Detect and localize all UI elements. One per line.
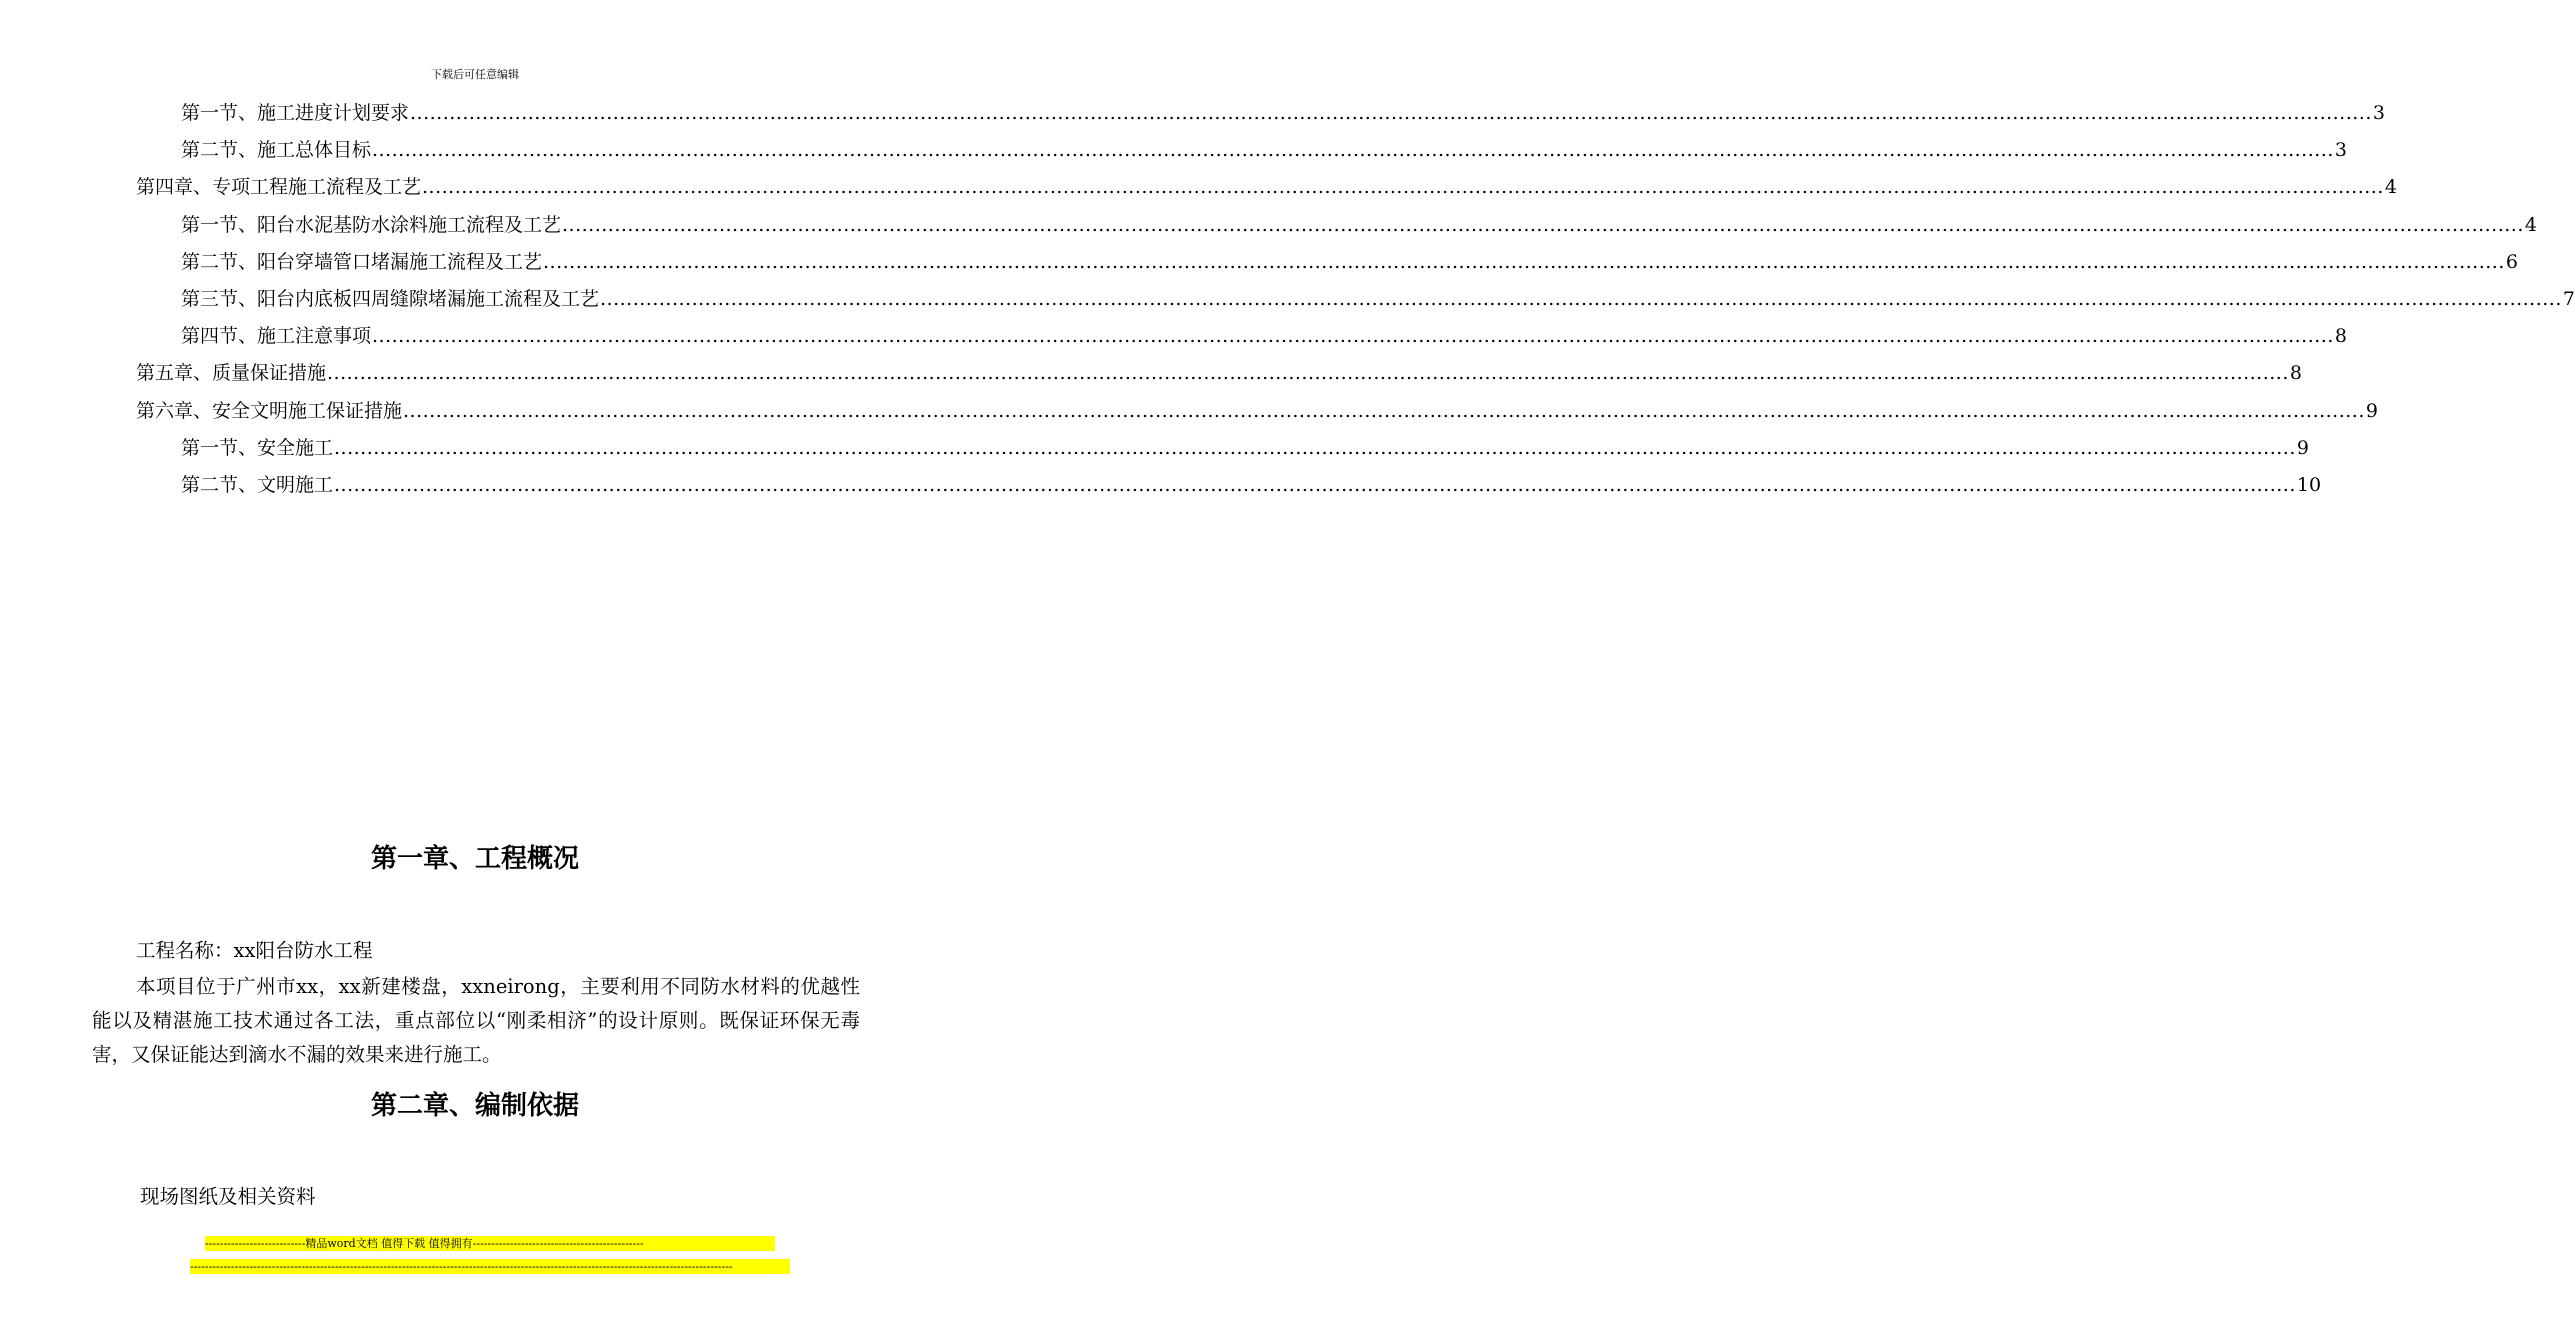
toc-entry-page: 8 bbox=[2334, 325, 2347, 348]
chapter-2-title: 第二章、编制依据 bbox=[370, 1091, 579, 1121]
toc-entry[interactable] bbox=[0, 172, 2397, 202]
toc-entry-label: 第三节、阳台内底板四周缝隙堵漏施工流程及工艺 bbox=[181, 288, 600, 310]
toc-entry-label: 第一节、安全施工 bbox=[181, 436, 334, 459]
toc-entry[interactable] bbox=[0, 247, 2518, 277]
toc-leader-dots: ............................................................................................................................................................................................................................................................................................................ bbox=[372, 325, 2334, 348]
toc-entry-page: 8 bbox=[2289, 362, 2302, 385]
toc-entry-label: 第二节、阳台穿墙管口堵漏施工流程及工艺 bbox=[181, 250, 543, 273]
toc-entry-label: 第一节、施工进度计划要求 bbox=[181, 102, 410, 124]
toc-entry-page: 3 bbox=[2334, 139, 2347, 162]
toc-entry-page: 9 bbox=[2296, 436, 2309, 459]
toc-entry[interactable] bbox=[0, 284, 2575, 314]
toc-leader-dots: ............................................................................................................................................................................................................................................................................................................ bbox=[327, 362, 2289, 385]
toc-leader-dots: ............................................................................................................................................................................................................................................................................................................ bbox=[372, 139, 2334, 162]
toc-leader-dots: ............................................................................................................................................................................................................................................................................................................ bbox=[562, 213, 2524, 236]
toc-entry[interactable] bbox=[0, 433, 2309, 463]
toc-leader-dots: ............................................................................................................................................................................................................................................................................................................ bbox=[422, 176, 2384, 199]
toc-leader-dots: ............................................................................................................................................................................................................................................................................................................ bbox=[543, 250, 2505, 273]
toc-leader-dots: ............................................................................................................................................................................................................................................................................................................ bbox=[410, 102, 2372, 124]
project-name: 工程名称：xx阳台防水工程 bbox=[136, 939, 373, 962]
toc-entry[interactable] bbox=[0, 470, 2322, 500]
toc-entry-page: 4 bbox=[2524, 213, 2537, 236]
toc-entry-page: 3 bbox=[2372, 102, 2385, 124]
toc-entry-label: 第五章、质量保证措施 bbox=[136, 362, 327, 385]
project-description: 本项目位于广州市xx，xx新建楼盘，xxneirong，主要利用不同防水材料的优越性能以及精湛施工技术通过各工法，重点部位以“刚柔相济”的设计原则。既保证环保无毒害，又保证能达到滴水不漏的效果来进行施工。 bbox=[92, 975, 860, 1066]
page-header-note: 下载后可任意编辑 bbox=[431, 68, 519, 81]
toc-leader-dots: ............................................................................................................................................................................................................................................................................................................ bbox=[403, 399, 2365, 422]
toc-entry[interactable] bbox=[0, 358, 2302, 388]
toc-entry[interactable] bbox=[0, 396, 2378, 426]
toc-entry-page: 10 bbox=[2296, 474, 2322, 496]
toc-entry[interactable] bbox=[0, 210, 2537, 240]
toc-entry[interactable] bbox=[0, 135, 2347, 165]
toc-entry-page: 9 bbox=[2365, 399, 2378, 422]
basis-content: 现场图纸及相关资料 bbox=[140, 1185, 316, 1208]
chapter-1-title: 第一章、工程概况 bbox=[370, 844, 579, 874]
toc-entry[interactable] bbox=[0, 98, 2385, 128]
toc-leader-dots: ............................................................................................................................................................................................................................................................................................................ bbox=[334, 436, 2296, 459]
toc-entry-label: 第六章、安全文明施工保证措施 bbox=[136, 399, 403, 422]
toc-leader-dots: ............................................................................................................................................................................................................................................................................................................ bbox=[334, 474, 2296, 496]
toc-entry-label: 第一节、阳台水泥基防水涂料施工流程及工艺 bbox=[181, 213, 562, 236]
toc-entry-label: 第四章、专项工程施工流程及工艺 bbox=[136, 176, 422, 199]
toc-entry-page: 4 bbox=[2384, 176, 2397, 199]
toc-entry-label: 第四节、施工注意事项 bbox=[181, 325, 372, 348]
toc-entry-label: 第二节、文明施工 bbox=[181, 474, 334, 496]
toc-leader-dots: ............................................................................................................................................................................................................................................................................................................ bbox=[600, 288, 2562, 310]
toc-entry[interactable] bbox=[0, 321, 2347, 351]
toc-entry-page: 7 bbox=[2562, 288, 2575, 310]
toc-entry-page: 6 bbox=[2505, 250, 2518, 273]
footer-line-1: ---------------------------精品word文档 值得下载 值得拥有---------------------------------------------- bbox=[205, 1236, 775, 1251]
footer-line-2: -------------------------------------------------------------------------------------------------------------------------------------------------- bbox=[190, 1259, 790, 1274]
toc-entry-label: 第二节、施工总体目标 bbox=[181, 139, 372, 162]
